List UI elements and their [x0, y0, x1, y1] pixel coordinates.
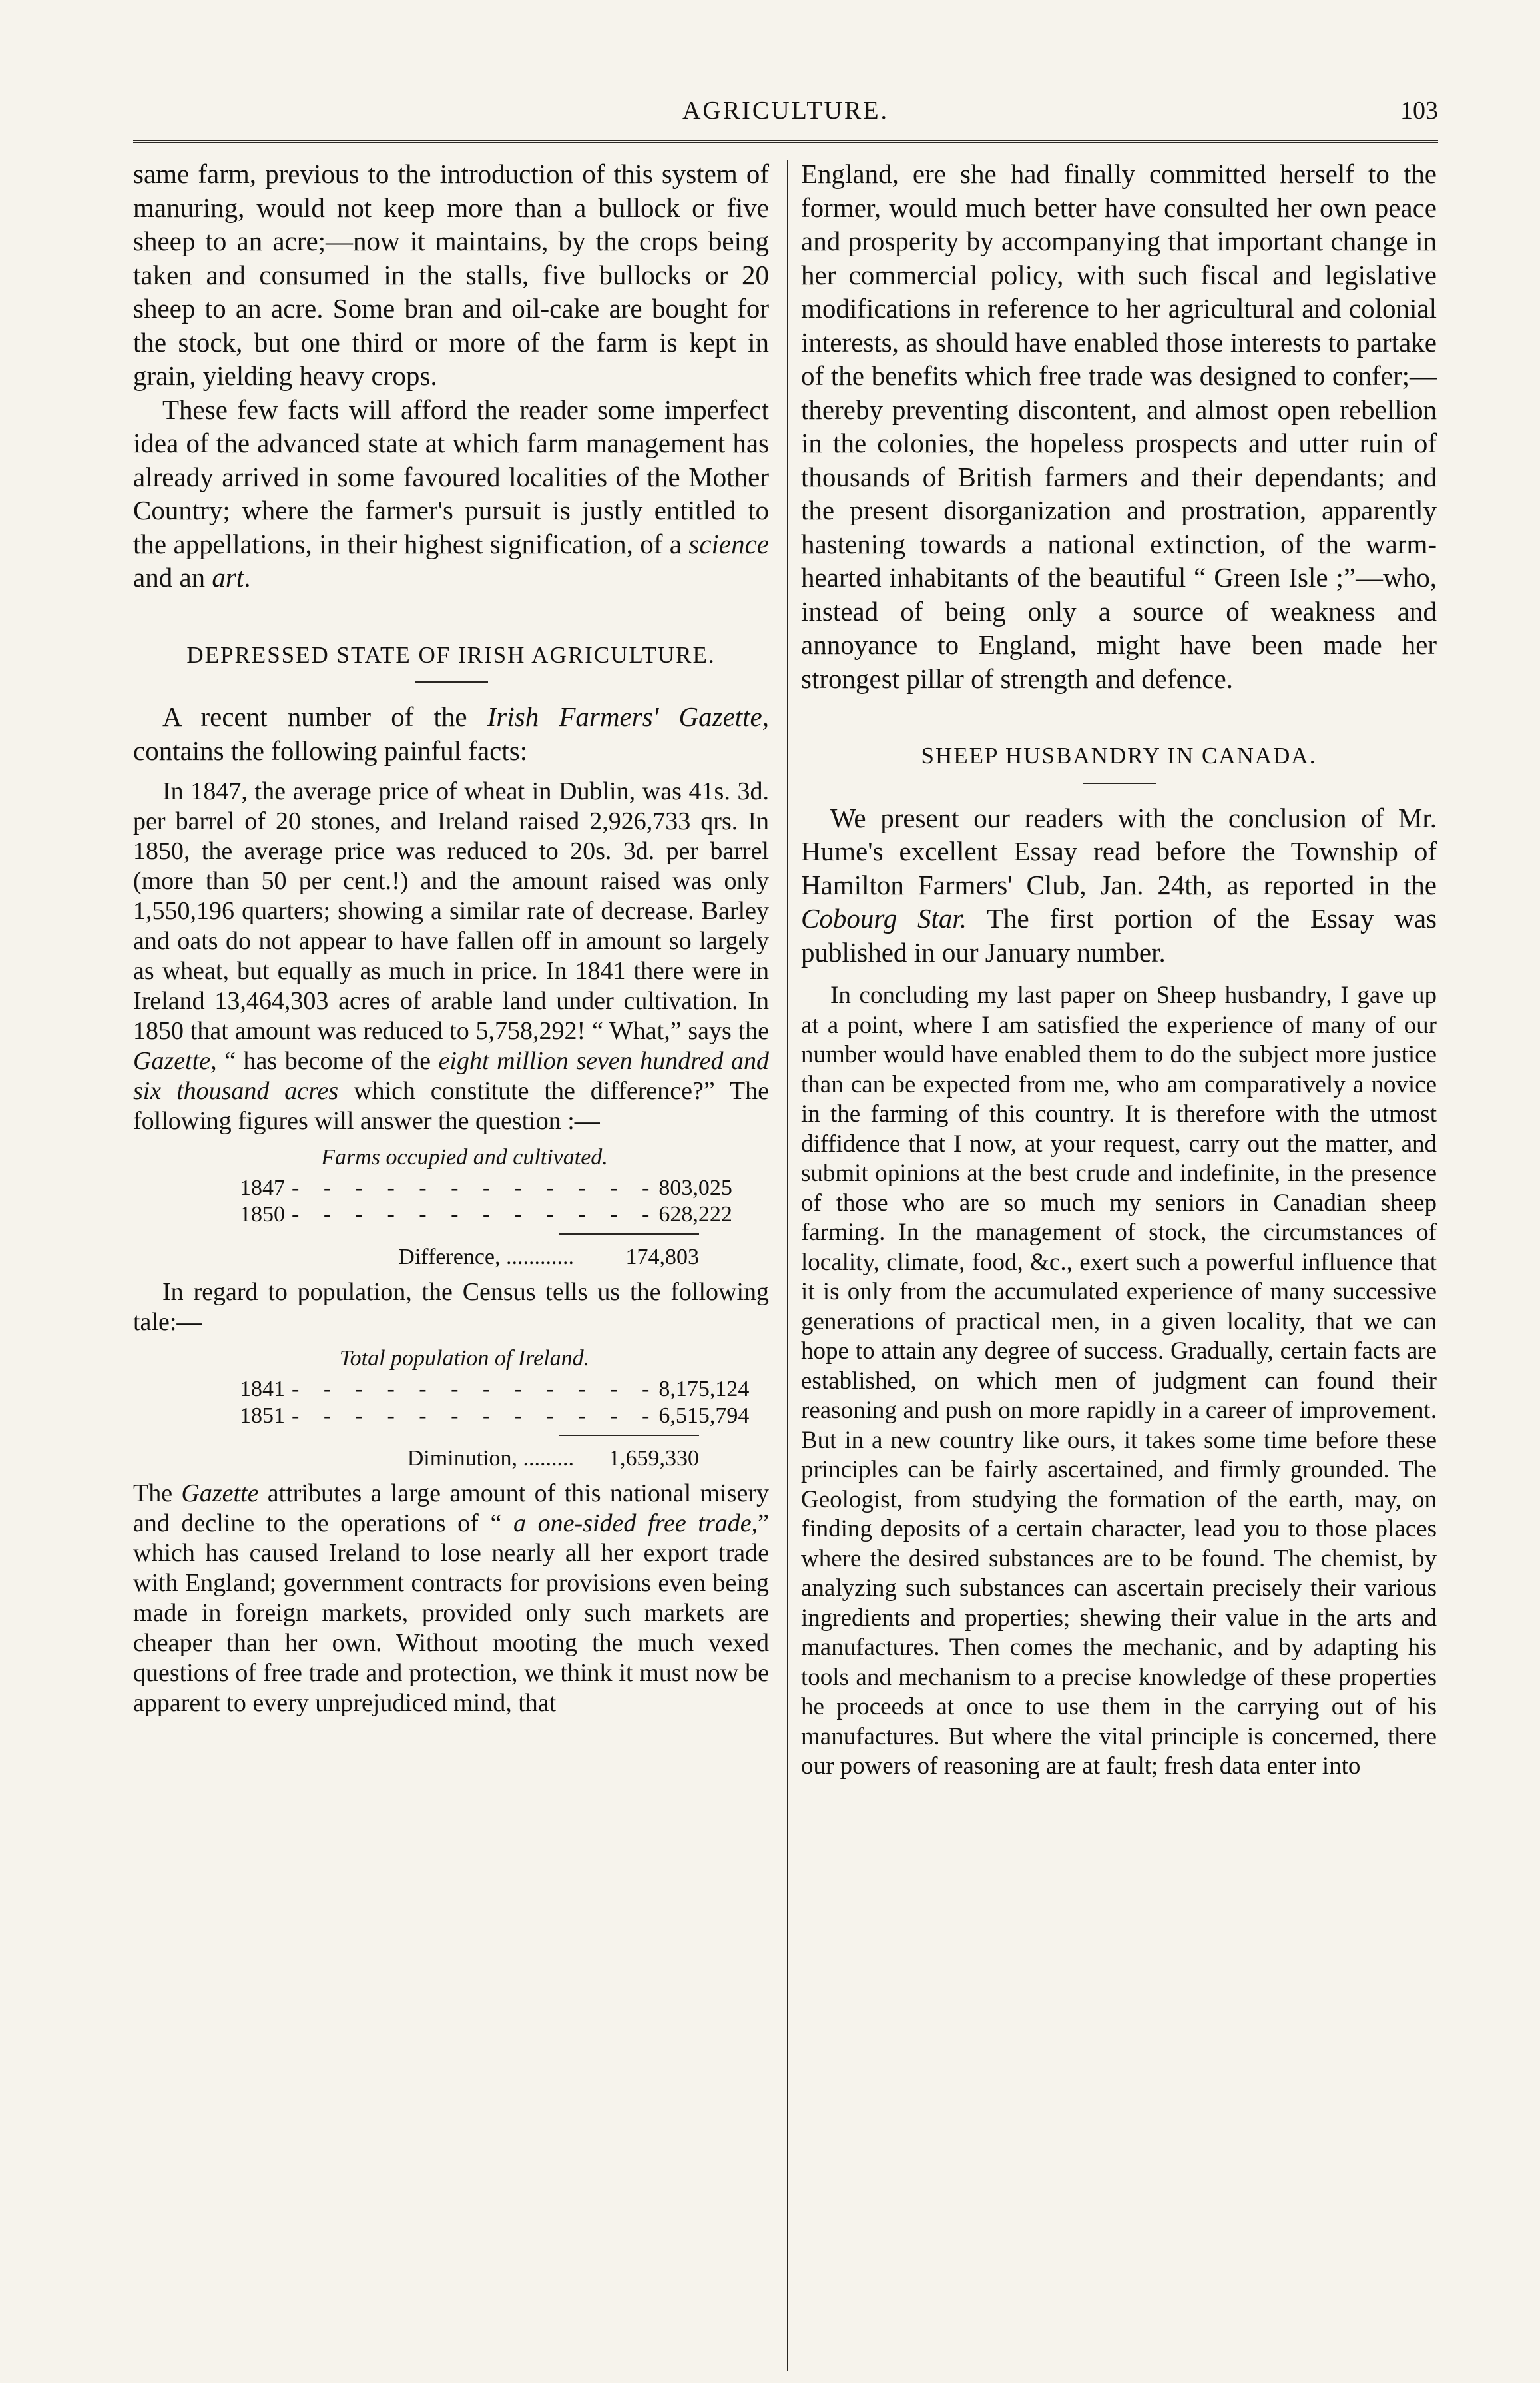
text-run: ” which has caused Ireland to lose nearly all her export trade with England; government contracts for provisions even being made in foreign markets, provided only such markets are cheaper than her own. Without mooting the much vexed questions of free trade and protection, we think it must now be apparent to every unprejudiced mind, that [133, 1509, 769, 1717]
column-divider [787, 160, 788, 2371]
text-run: attributes a large amount of this national misery and decline to the operations of “ [133, 1479, 769, 1537]
total-value: 1,659,330 [609, 1446, 699, 1471]
emphasis: Irish Farmers' Gazette, [487, 701, 769, 732]
section-rule [415, 681, 488, 683]
paragraph: same farm, previous to the introduction of this system of manuring, would not keep more than a bullock or five sheep to an acre;—now it maintains, by the crops being taken and consumed in the stalls, five bullocks or 20 sheep to an acre. Some bran and oil-cake are bought for the stock, but one third or more of the farm is kept in grain, yielding heavy crops. [133, 159, 769, 391]
text-run: These few facts will afford the reader some imperfect idea of the advanced state at which farm management has already arrived in some favoured localities of the Mother Country; where the farmer's pursuit is justly entitled to the appellations, in their highest signification, of a [133, 394, 769, 559]
table-row [240, 1376, 750, 1403]
table-row [240, 1403, 750, 1429]
paragraph: In concluding my last paper on Sheep husbandry, I gave up at a point, where I am satisfied the experience of many of our number would have enabled them to do the subject more justice than can be expected from me, who am comparatively a novice in the farming of this country. It is therefore with the utmost diffidence that I now, at your request, carry out the matter, and submit opinions at the best crude and indefinite, in the presence of those who are so much my seniors in Canadian sheep farming. In the management of stock, the circumstances of locality, climate, food, &c., exert such a powerful influence that it is only from the accumulated experience of many successive generations of practical men, in a given locality, that we can hope to attain any degree of success. Gradually, certain facts are established, on which men of judgment can found their reasoning and push on more rapidly in a career of improvement. But in a new country like ours, it takes some time before these principles can be fairly ascertained, and firmly grounded. The Geologist, from studying the formation of the earth, may, on finding deposits of a certain character, lead you to those places where the desired substances are to be found. The chemist, by analyzing such substances can ascertain precisely their various ingredients and properties; shewing their value in the arts and manufactures. Then comes the mechanic, and by adapting his tools and mechanism to a precise knowledge of these properties he proceeds at once to use them in the carrying out of his manufactures. But where the vital principle is concerned, there our powers of reasoning are at fault; fresh data enter into [801, 982, 1437, 1780]
text-run: which constitute the difference?” The following figures will answer the question :— [133, 1077, 769, 1135]
leader-dots: - - - - - - - - - - - - [292, 1202, 659, 1227]
emphasis: science [688, 528, 769, 559]
sum-rule [559, 1435, 699, 1436]
table-total [133, 1445, 699, 1472]
paragraph [133, 393, 769, 595]
section-heading: DEPRESSED STATE OF IRISH AGRICULTURE. [186, 641, 716, 668]
farms-table [133, 1144, 769, 1271]
text-run: In 1847, the average price of wheat in Dublin, was 41s. 3d. per barrel of 20 stones, and Ireland raised 2,926,733 qrs. In 1850, the average price was reduced to 20s. 3d. per barrel (more than 50 per cent.!) and the amount raised was only 1,550,196 quarters; showing a similar rate of decrease. Barley and oats do not appear to have fallen off in amount so largely as wheat, but equally as much in price. In 1841 there were in Ireland 13,464,303 acres of arable land under cultivation. In 1850 that amount was reduced to 5,758,292! “ What,” says the [133, 777, 769, 1045]
text-run: The [133, 1479, 182, 1507]
population-table [133, 1345, 769, 1472]
text-run: “ has become of the [216, 1047, 439, 1075]
paragraph [133, 777, 769, 1136]
sum-rule [559, 1233, 699, 1235]
table-year: 1850 [240, 1202, 285, 1227]
running-head [133, 92, 1438, 132]
table-value: 6,515,794 [658, 1403, 750, 1428]
page-number: 103 [1400, 97, 1438, 125]
paragraph: England, ere she had finally committed herself to the former, would much better have consulted her own peace and prosperity by accompanying that important change in her commercial policy, with such fiscal and legislative modifications in reference to her agricultural and colonial interests, as should have enabled those interests to partake of the benefits which free trade was designed to confer;—thereby preventing discontent, and almost open rebellion in the colonies, the hopeless prospects and utter ruin of thousands of British farmers and their dependants; and the present disorganization and prostration, apparently hastening towards a national extinction, of the warm-hearted inhabitants of the beautiful “ Green Isle ;”—who, instead of being only a source of weakness and annoyance to England, might have been made her strongest pillar of strength and defence. [801, 159, 1437, 694]
paragraph [801, 801, 1437, 970]
emphasis: a one-sided free trade, [513, 1509, 758, 1537]
emphasis: Gazette, [133, 1047, 217, 1075]
table-caption: Farms occupied and cultivated. [321, 1145, 608, 1170]
table-year: 1847 [240, 1176, 285, 1200]
total-value: 174,803 [625, 1245, 699, 1269]
text-run: A recent number of the [162, 701, 487, 732]
table-value: 803,025 [658, 1176, 732, 1200]
running-title: AGRICULTURE. [682, 97, 890, 125]
emphasis: eight million seven hundred and six thousand acres [133, 1047, 769, 1105]
table-row [240, 1201, 732, 1228]
leader-dots: - - - - - - - - - - - - [292, 1176, 659, 1200]
left-column [133, 157, 769, 1718]
emphasis: Cobourg Star. [801, 903, 967, 934]
leader-dots: - - - - - - - - - - - - [292, 1377, 659, 1401]
text-run: The first portion of the Essay was published in our January number. [801, 903, 1437, 968]
total-label: Diminution, ......... [407, 1446, 574, 1471]
text-run: and an [133, 562, 212, 593]
table-caption: Total population of Ireland. [339, 1346, 590, 1371]
table-year: 1851 [240, 1403, 285, 1428]
paragraph: In regard to population, the Census tells us the following tale:— [133, 1278, 769, 1336]
text-run: . [244, 562, 251, 593]
text-run: We present our readers with the conclusion of Mr. Hume's excellent Essay read before the Township of Hamilton Farmers' Club, Jan. 24th, as reported in the [801, 802, 1437, 900]
right-column [801, 157, 1437, 1782]
text-run: contains the following painful facts: [133, 735, 528, 766]
header-rule [133, 140, 1438, 143]
total-label: Difference, ............ [398, 1245, 574, 1269]
paragraph [133, 700, 769, 767]
table-row [240, 1175, 732, 1201]
table-total [133, 1244, 699, 1271]
table-year: 1841 [240, 1377, 285, 1401]
table-value: 628,222 [658, 1202, 732, 1227]
table-value: 8,175,124 [658, 1377, 750, 1401]
emphasis: art [212, 562, 244, 593]
section-heading: SHEEP HUSBANDRY IN CANADA. [921, 743, 1317, 769]
section-rule [1083, 783, 1156, 784]
leader-dots: - - - - - - - - - - - - [292, 1403, 659, 1428]
emphasis: Gazette [181, 1479, 259, 1507]
paragraph [133, 1479, 769, 1718]
